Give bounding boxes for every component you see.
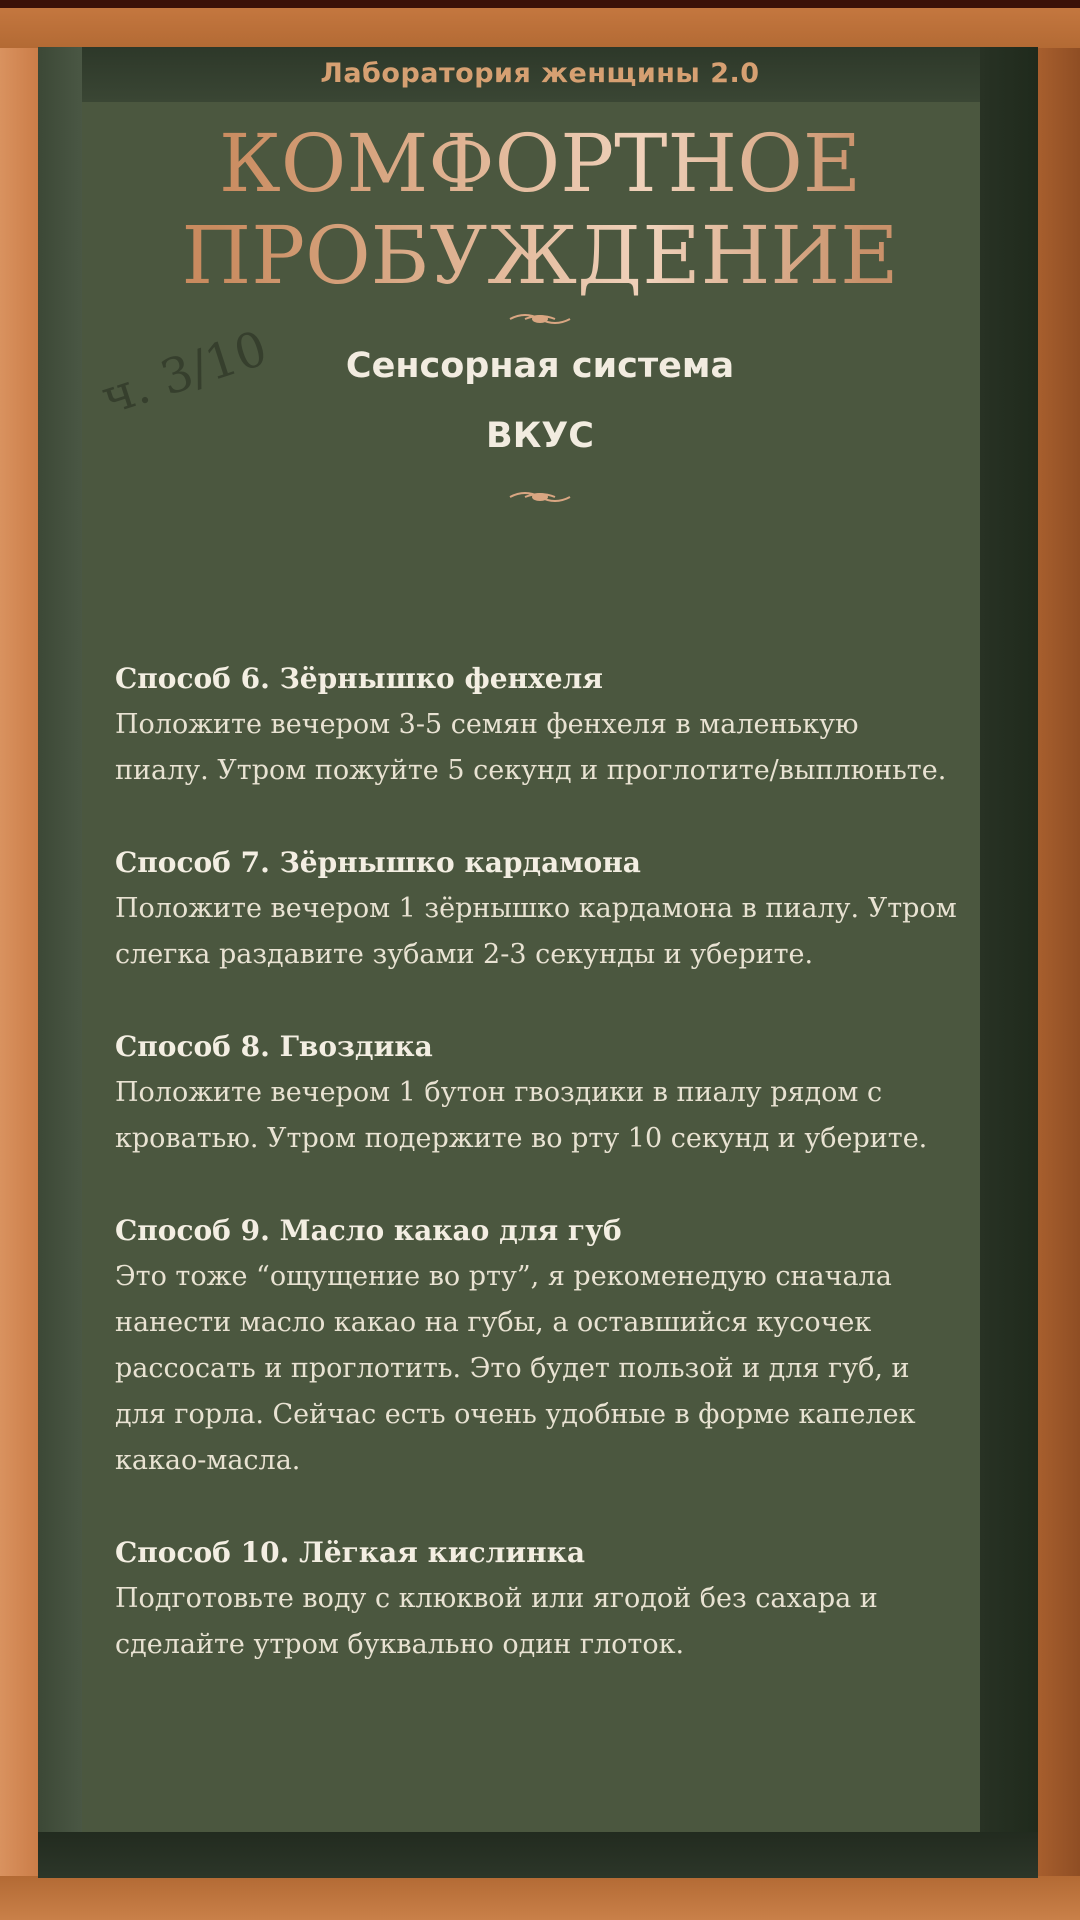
methods-list [115,656,975,1714]
section-title: ВКУС [486,416,594,456]
method-body: Положите вечером 1 бутон гвоздики в пиалу рядом с кроватью. Утром подержите во рту 10 секунд и уберите. [115,1077,928,1154]
bevel-bottom [38,1832,1038,1878]
frame-bottom [0,1876,1080,1920]
method-item [115,1208,975,1484]
method-body: Положите вечером 1 зёрнышко кардамона в пиалу. Утром слегка раздавите зубами 2-3 секунды и уберите. [115,893,957,970]
method-title: Способ 6. Зёрнышко фенхеля [115,662,603,695]
main-title [0,118,1080,302]
ornament-divider-icon [185,490,895,504]
subtitle: Сенсорная система [345,346,735,386]
part-label: ч. 3/10 [94,320,274,426]
method-body: Подготовьте воду с клюквой или ягодой без сахара и сделайте утром буквально один глоток. [115,1583,878,1660]
method-item [115,1530,975,1668]
method-body: Это тоже “ощущение во рту”, я рекоменедую сначала нанести масло какао на губы, а оставшийся кусочек рассосать и проглотить. Это будет пользой и для губ, и для горла. Сейчас есть очень удобные в форме капелек какао-масла. [115,1261,916,1476]
method-title: Способ 9. Масло какао для губ [115,1214,622,1247]
method-title: Способ 10. Лёгкая кислинка [115,1536,585,1569]
method-item [115,1024,975,1162]
frame-top [0,8,1080,48]
bevel-right [980,47,1038,1878]
bevel-left [38,47,82,1878]
main-title-line2: ПРОБУЖДЕНИЕ [181,209,899,302]
ornament-divider-icon [185,312,895,326]
method-body: Положите вечером 3-5 семян фенхеля в маленькую пиалу. Утром пожуйте 5 секунд и проглотите/выплюньте. [115,709,947,786]
method-title: Способ 8. Гвоздика [115,1030,433,1063]
method-title: Способ 7. Зёрнышко кардамона [115,846,641,879]
method-item [115,656,975,794]
method-item [115,840,975,978]
lab-title: Лаборатория женщины 2.0 [320,58,760,89]
main-title-line1: КОМФОРТНОЕ [218,117,862,210]
